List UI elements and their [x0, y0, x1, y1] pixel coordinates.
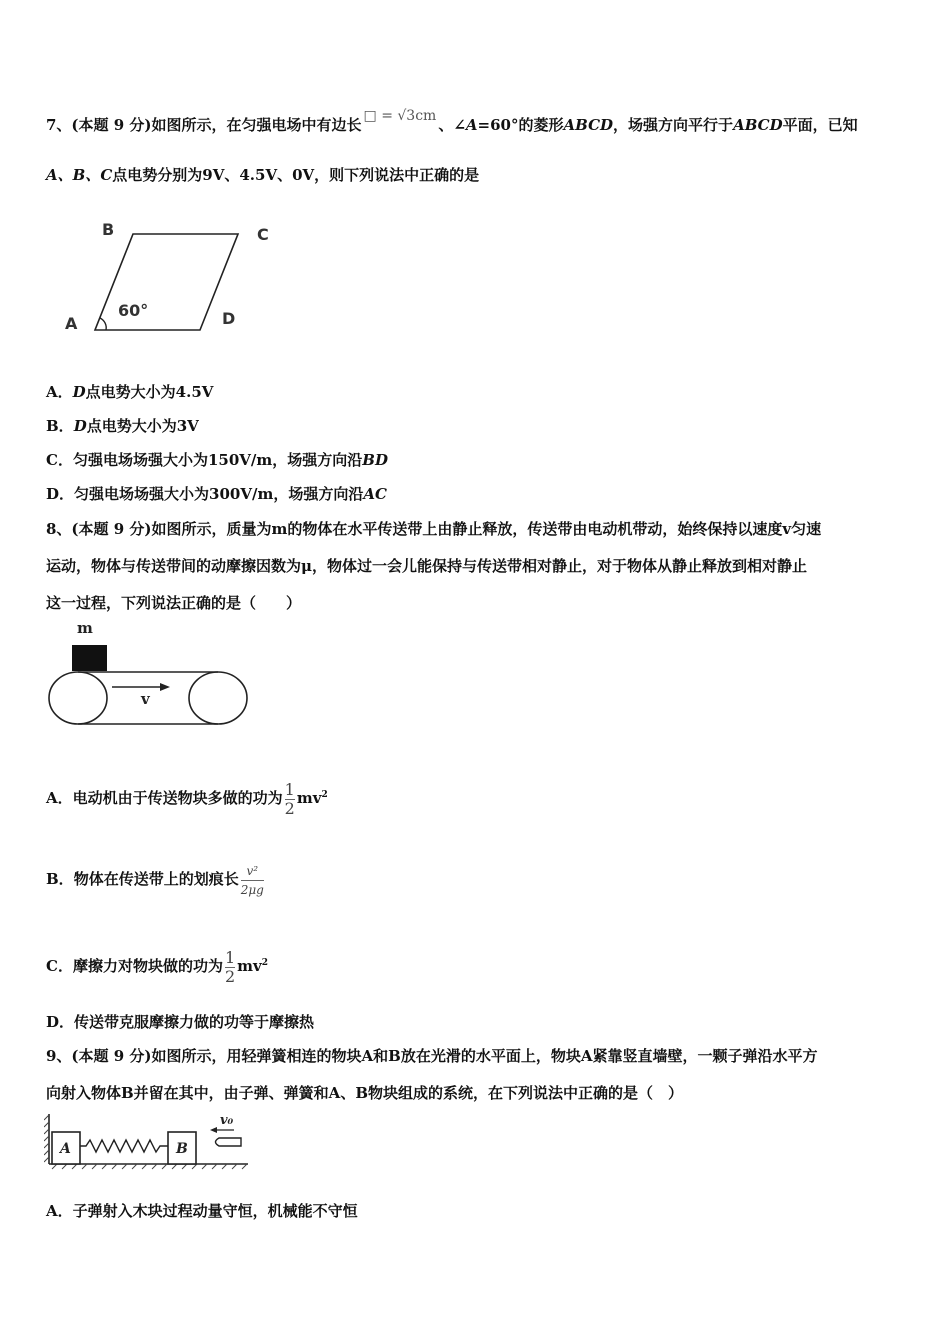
- option-text: 匀强电场场强大小为300V/m，场强方向沿: [74, 485, 364, 503]
- fraction: [285, 781, 295, 818]
- q8-option-d[interactable]: [46, 1011, 314, 1033]
- bullet-arrowhead: [210, 1127, 217, 1133]
- fraction-numerator: 1: [224, 947, 236, 967]
- q8-stem-line3: 这一过程，下列说法正确的是（ ）: [46, 594, 302, 612]
- label-b: B: [102, 220, 115, 239]
- option-text: 传送带克服摩擦力做的功等于摩擦热: [74, 1013, 315, 1031]
- q7-stem-line2: [46, 164, 479, 186]
- option-text: 点电势大小为4.5V: [85, 383, 214, 401]
- mass-label: m: [77, 619, 93, 637]
- option-letter: C．: [46, 451, 73, 469]
- q8-option-c[interactable]: [46, 935, 268, 994]
- q7-angle-symbol: 、∠: [438, 116, 466, 134]
- option-letter: A．: [46, 789, 73, 807]
- q8-stem-line2: 运动，物体与传送带间的动摩擦因数为μ，物体过一会儿能保持与传送带相对静止，对于物体从静止释放到相对静止: [46, 557, 807, 575]
- label-a: A: [65, 314, 78, 333]
- q7-field-text: ，场强方向平行于: [613, 116, 734, 134]
- fraction: [241, 862, 264, 899]
- q7-stem-text: 7、(本题 9 分)如图所示，在匀强电场中有边长: [46, 116, 362, 134]
- q9-stem-line1: 9、(本题 9 分)如图所示，用轻弹簧相连的物块A和B放在光滑的水平面上，物块A紧靠竖直墙壁，一颗子弹沿水平方: [46, 1047, 818, 1065]
- option-text: 摩擦力对物块做的功为: [72, 957, 223, 975]
- q9-spring-figure: [44, 1112, 252, 1170]
- q7-angle-var: A: [465, 116, 478, 134]
- fraction-numerator: v²: [246, 863, 259, 878]
- q8-stem-line1: 8、(本题 9 分)如图所示，质量为m的物体在水平传送带上由静止释放，传送带由电动机带动，始终保持以速度v匀速: [46, 520, 822, 538]
- fraction: [225, 949, 235, 986]
- q7-angle-value: =60°的菱形: [477, 116, 564, 134]
- option-tail: mv: [296, 789, 322, 807]
- q7-stem-line2-text: 点电势分别为9V、4.5V、0V，则下列说法中正确的是: [112, 166, 480, 184]
- option-text: 点电势大小为3V: [86, 417, 199, 435]
- q8-conveyor-figure: [45, 618, 255, 730]
- left-roller: [49, 672, 107, 724]
- q7-stem-tail: 平面，已知: [782, 116, 858, 134]
- block-b-label: B: [176, 1141, 188, 1157]
- q8-option-a[interactable]: [46, 767, 328, 826]
- option-var: D: [72, 383, 86, 401]
- option-letter: A．: [46, 383, 73, 401]
- fraction-denominator: 2μg: [241, 880, 264, 899]
- option-text: 电动机由于传送物块多做的功为: [72, 789, 283, 807]
- bullet-velocity-label: v₀: [220, 1113, 234, 1128]
- label-d: D: [222, 309, 236, 328]
- option-letter: D．: [46, 485, 75, 503]
- q7-stem-line1: [46, 108, 858, 137]
- fraction-denominator: 2: [224, 966, 236, 986]
- option-text: 匀强电场场强大小为150V/m，场强方向沿: [72, 451, 363, 469]
- q7-option-c[interactable]: [46, 449, 388, 471]
- option-letter: C．: [46, 957, 73, 975]
- option-text: 物体在传送带上的划痕长: [73, 870, 239, 888]
- option-text: 子弹射入木块过程动量守恒，机械能不守恒: [72, 1202, 358, 1220]
- q7-side-length-formula: □ = √3cm: [363, 108, 437, 124]
- label-c: C: [257, 225, 269, 244]
- option-var: D: [73, 417, 87, 435]
- q7-shape-name: ABCD: [563, 116, 614, 134]
- velocity-label: v: [141, 690, 150, 708]
- block-a-label: A: [60, 1141, 71, 1157]
- q7-option-a[interactable]: [46, 381, 213, 403]
- angle-label: 60°: [118, 301, 149, 320]
- fraction-denominator: 2: [284, 798, 295, 818]
- q7-option-b[interactable]: [46, 415, 199, 437]
- q7-point-vars: A、B、C: [46, 166, 113, 184]
- rhombus-shape: [95, 234, 238, 330]
- option-var: BD: [362, 451, 388, 469]
- option-letter: B．: [46, 870, 74, 888]
- mass-block: [72, 645, 107, 671]
- option-letter: B．: [46, 417, 74, 435]
- fraction-numerator: 1: [284, 779, 295, 799]
- option-letter: A．: [46, 1202, 73, 1220]
- q7-option-d[interactable]: [46, 483, 387, 505]
- option-letter: D．: [46, 1013, 75, 1031]
- q7-shape-name-2: ABCD: [733, 116, 783, 134]
- option-tail: mv: [237, 957, 262, 975]
- angle-arc: [100, 318, 106, 330]
- option-superscript: 2: [321, 790, 328, 800]
- option-superscript: 2: [261, 958, 269, 968]
- q8-option-b[interactable]: [46, 851, 266, 907]
- velocity-arrowhead: [160, 683, 170, 691]
- spring: [80, 1140, 168, 1152]
- option-var: AC: [363, 485, 387, 503]
- bullet: [216, 1138, 242, 1146]
- q7-rhombus-figure: [60, 215, 280, 340]
- q9-stem-line2: 向射入物体B并留在其中，由子弹、弹簧和A、B物块组成的系统，在下列说法中正确的是（ ）: [46, 1084, 683, 1102]
- q9-option-a[interactable]: [46, 1200, 358, 1222]
- right-roller: [189, 672, 247, 724]
